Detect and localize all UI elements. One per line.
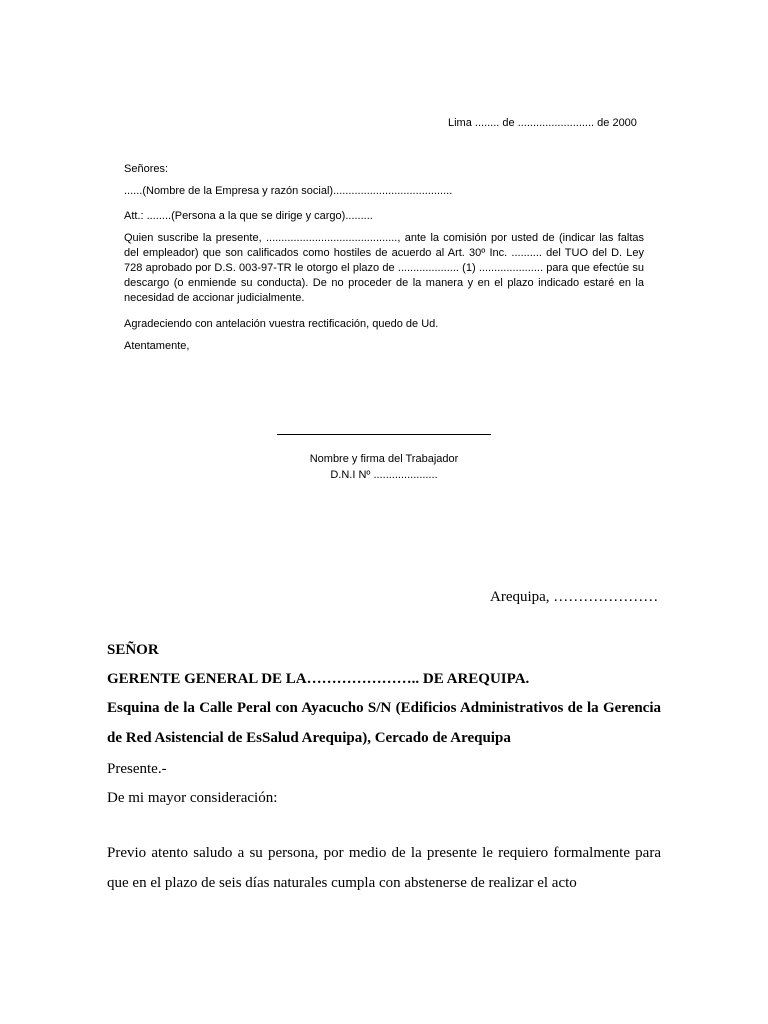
letter1-body-paragraph: Quien suscribe la presente, ..........................................., ante la comisión por usted de (indicar las faltas del empleador) que son calificados como hostiles de acuerdo al Art. 30º Inc. .......... del TUO del D. Ley 728 aprobado por D.S. 003-97-TR le otorgo el plazo de .................... (1) ..................... para que efectúe su descargo (o enmiende su conducta). De no proceder de la manera y en el plazo indicado estaré en la necesidad de accionar judicialmente.: [124, 232, 644, 304]
letter1-salutation: Señores:: [124, 163, 169, 175]
recipient-title: SEÑOR: [107, 642, 159, 658]
signature-line: [277, 434, 491, 435]
letter2-date-line: Arequipa, …………………: [490, 589, 659, 605]
letter1-date-line: Lima ........ de ......................... de 2000: [448, 117, 637, 129]
letter1-company-line: ......(Nombre de la Empresa y razón social).......................................: [124, 185, 453, 197]
consideracion-line: De mi mayor consideración:: [107, 790, 278, 806]
presente-line: Presente.-: [107, 761, 167, 777]
letter1-att-line: Att.: ........(Persona a la que se dirige y cargo).........: [124, 210, 373, 222]
recipient-address: Esquina de la Calle Peral con Ayacucho S/N (Edificios Administrativos de la Gerencia de Red Asistencial de EsSalud Arequipa), Cercado de Arequipa: [107, 700, 661, 746]
letter1-thanks-line: Agradeciendo con antelación vuestra rectificación, quedo de Ud.: [124, 318, 439, 330]
dni-line: D.N.I Nº .....................: [330, 469, 438, 481]
letter2-body-paragraph: Previo atento saludo a su persona, por medio de la presente le requiero formalmente para que en el plazo de seis días naturales cumpla con abstenerse de realizar el acto: [107, 845, 661, 891]
signature-name-label: Nombre y firma del Trabajador: [309, 453, 459, 465]
recipient-position: GERENTE GENERAL DE LA………………….. DE AREQUIPA.: [107, 671, 530, 687]
letter1-closing: Atentamente,: [124, 340, 190, 352]
